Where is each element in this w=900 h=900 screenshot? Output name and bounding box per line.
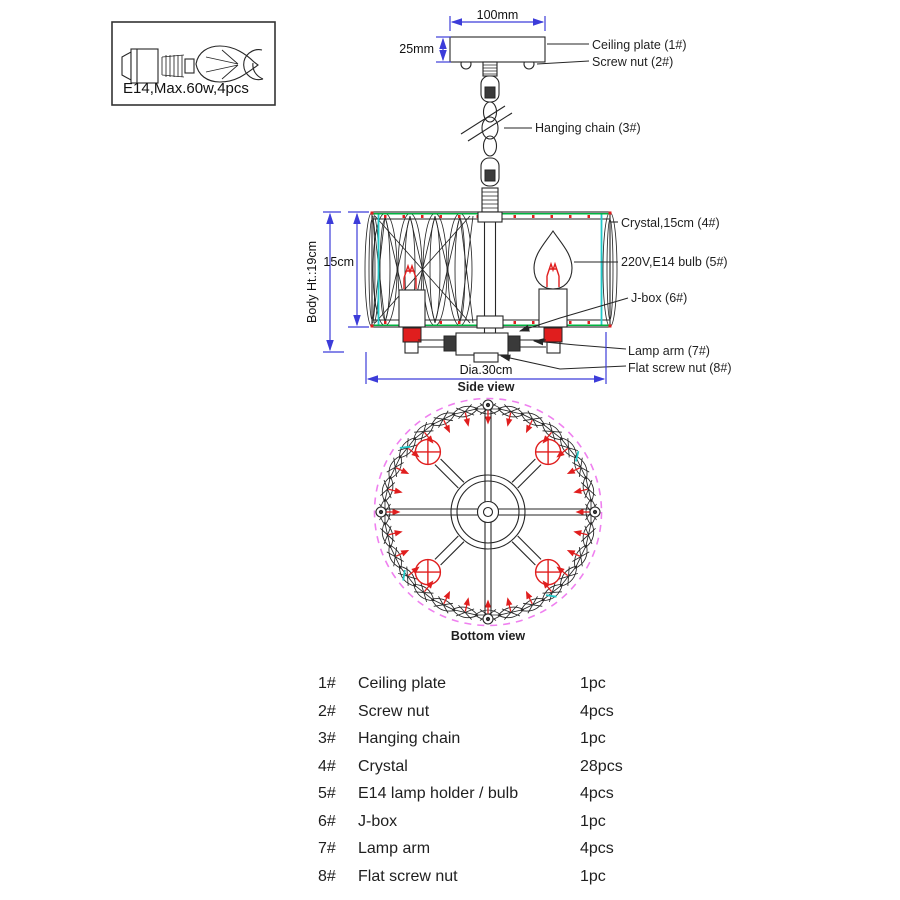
label-lamp-arm: Lamp arm (7#) — [628, 344, 710, 358]
lamp-holder-icon — [122, 49, 158, 83]
parts-row — [318, 812, 650, 831]
part-number: 4# — [318, 757, 336, 775]
part-name: E14 lamp holder / bulb — [358, 785, 519, 802]
part-name: J-box — [358, 812, 398, 830]
dim-plate-width: 100mm — [476, 8, 519, 22]
lamp-arm-assembly — [403, 328, 562, 362]
parts-row — [318, 784, 650, 803]
ceiling-plate-drawing — [450, 37, 545, 76]
label-screw-nut: Screw nut (2#) — [592, 55, 674, 69]
side-view-caption: Side view — [457, 380, 515, 394]
label-crystal: Crystal,15cm (4#) — [621, 216, 720, 230]
parts-row — [318, 839, 650, 858]
dimension-lines — [323, 16, 606, 384]
parts-row — [318, 702, 650, 721]
part-number: 1# — [318, 675, 336, 692]
label-flat-screw-nut: Flat screw nut (8#) — [628, 361, 732, 375]
part-qty: 28pcs — [580, 757, 623, 775]
parts-row — [318, 729, 650, 748]
parts-row — [318, 867, 650, 886]
parts-list — [318, 674, 650, 886]
part-name: Ceiling plate — [358, 675, 447, 692]
label-hanging-chain: Hanging chain (3#) — [535, 121, 641, 135]
drum-shade-side-view — [365, 212, 617, 334]
part-name: Hanging chain — [358, 730, 461, 747]
dim-shade-height: 15cm — [323, 255, 354, 269]
part-qty: 4pcs — [580, 840, 614, 857]
part-name: Flat screw nut — [358, 867, 458, 885]
part-qty: 4pcs — [580, 702, 614, 720]
part-qty: 1pc — [580, 867, 606, 885]
bottom-view-caption: Bottom view — [450, 629, 526, 643]
part-number: 8# — [318, 867, 336, 885]
parts-row — [318, 757, 650, 776]
part-qty: 4pcs — [580, 785, 614, 802]
dim-plate-height: 25mm — [399, 42, 434, 56]
part-qty: 1pc — [580, 730, 606, 747]
part-number: 6# — [318, 812, 336, 830]
label-bulb: 220V,E14 bulb (5#) — [621, 255, 728, 269]
part-qty: 1pc — [580, 675, 606, 692]
hanging-chain-drawing — [461, 76, 512, 212]
bulb-spec-label: E14,Max.60w,4pcs — [123, 80, 249, 97]
parts-row — [318, 674, 650, 693]
part-name: Screw nut — [358, 702, 430, 720]
label-ceiling-plate: Ceiling plate (1#) — [592, 38, 687, 52]
part-name: Lamp arm — [358, 840, 431, 857]
part-number: 7# — [318, 840, 336, 857]
label-j-box: J-box (6#) — [631, 291, 688, 305]
dim-diameter: Dia.30cm — [459, 363, 513, 377]
part-number: 2# — [318, 702, 336, 720]
part-number: 3# — [318, 730, 336, 747]
part-name: Crystal — [358, 757, 408, 775]
part-number: 5# — [318, 785, 336, 802]
bottom-view-drawing — [375, 399, 602, 626]
dim-body-height: Body Ht.:19cm — [305, 241, 319, 323]
flat-screw-nut-part — [474, 353, 498, 362]
part-qty: 1pc — [580, 812, 606, 830]
